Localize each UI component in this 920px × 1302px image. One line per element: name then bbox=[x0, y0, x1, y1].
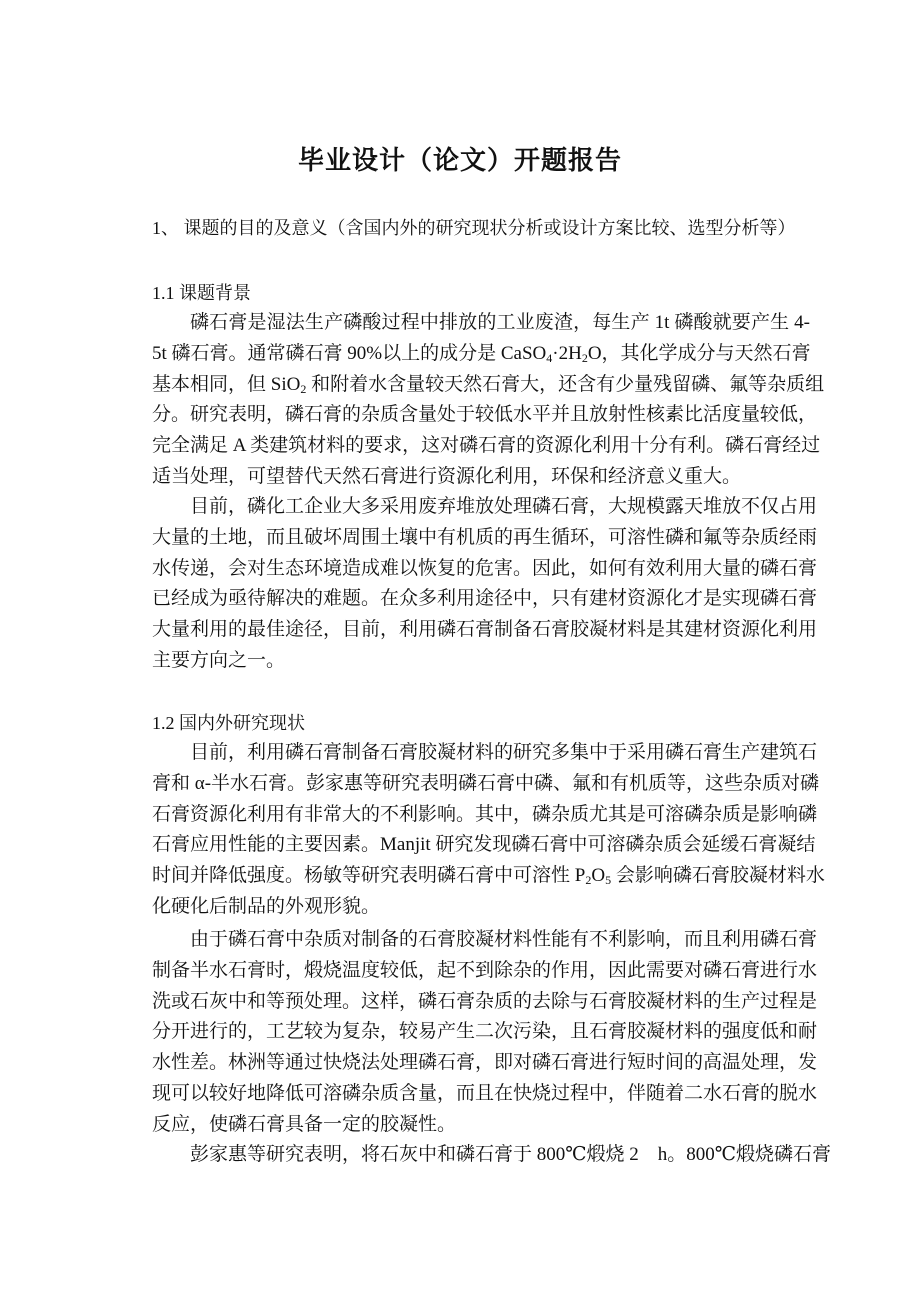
text-line bbox=[152, 830, 816, 861]
subscript: 4 bbox=[546, 350, 553, 365]
text-run: 洗或石灰中和等预处理。这样，磷石膏杂质的去除与石膏胶凝材料的生产过程是 bbox=[152, 990, 818, 1012]
text-line bbox=[152, 431, 821, 462]
text-run: 分开进行的，工艺较为复杂，较易产生二次污染，且石膏胶凝材料的强度低和耐 bbox=[152, 1021, 818, 1043]
text-line bbox=[152, 1140, 832, 1171]
text-line bbox=[152, 492, 818, 523]
text-run: 完全满足 A 类建筑材料的要求，这对磷石膏的资源化利用十分有利。磷石膏经过 bbox=[152, 435, 821, 457]
text-line bbox=[152, 646, 810, 677]
text-run: O，其化学成分与天然石膏 bbox=[587, 342, 811, 364]
subscript: 2 bbox=[300, 381, 307, 396]
text-run: 制备半水石膏时，煅烧温度较低，起不到除杂的作用，因此需要对磷石膏进行水 bbox=[152, 959, 818, 981]
text-run: 分。研究表明，磷石膏的杂质含量处于较低水平并且放射性核素比活度量较低， bbox=[152, 404, 818, 426]
text-run: O bbox=[591, 865, 606, 887]
text-run: 由于磷石膏中杂质对制备的石膏胶凝材料性能有不利影响，而且利用磷石膏 bbox=[190, 929, 818, 950]
text-run: 水性差。林洲等通过快烧法处理磷石膏，即对磷石膏进行短时间的高温处理，发 bbox=[152, 1052, 818, 1074]
text-run: 时间并降低强度。杨敏等研究表明磷石膏中可溶性 P bbox=[152, 865, 586, 887]
text-run: 大量的土地，而且破坏周围土壤中有机质的再生循环，可溶性磷和氟等杂质经雨 bbox=[152, 526, 818, 548]
text-run: 水传递，会对生态环境造成难以恢复的危害。因此，如何有效利用大量的磷石膏 bbox=[152, 557, 818, 579]
section-heading-1: 1、 课题的目的及意义（含国内外的研究现状分析或设计方案比较、选型分析等） bbox=[152, 218, 796, 238]
text-run: 化硬化后制品的外观形貌。 bbox=[152, 895, 381, 917]
text-run: 基本相同，但 SiO bbox=[152, 373, 301, 395]
text-line bbox=[152, 400, 818, 431]
text-run: 石膏资源化利用有非常大的不利影响。其中，磷杂质尤其是可溶磷杂质是影响磷 bbox=[152, 803, 818, 825]
text-line bbox=[152, 615, 818, 646]
text-run: 目前，磷化工企业大多采用废弃堆放处理磷石膏，大规模露天堆放不仅占用 bbox=[190, 496, 818, 517]
text-run: 5t 磷石膏。通常磷石膏 90%以上的成分是 CaSO bbox=[152, 342, 547, 364]
subscript: 2 bbox=[581, 350, 588, 365]
text-line bbox=[152, 523, 818, 554]
subscript: 5 bbox=[605, 873, 612, 888]
subscript: 2 bbox=[585, 873, 592, 888]
text-line bbox=[152, 769, 820, 800]
text-line bbox=[152, 861, 825, 892]
text-line bbox=[152, 738, 818, 769]
text-line bbox=[152, 554, 818, 585]
text-run: 已经成为亟待解决的难题。在众多利用途径中，只有建材资源化才是实现磷石膏 bbox=[152, 588, 818, 610]
text-line bbox=[152, 956, 818, 987]
text-line bbox=[152, 987, 818, 1018]
paragraph bbox=[152, 925, 818, 1141]
text-line bbox=[152, 1079, 818, 1110]
text-run: 现可以较好地降低可溶磷杂质含量，而且在快烧过程中，伴随着二水石膏的脱水 bbox=[152, 1082, 818, 1104]
text-line bbox=[152, 1017, 818, 1048]
subsection-heading-1-1: 1.1 课题背景 bbox=[152, 283, 251, 303]
text-run: 彭家惠等研究表明，将石灰中和磷石膏于 800℃煅烧 2 h。800℃煅烧磷石膏 bbox=[190, 1144, 832, 1165]
text-line bbox=[152, 462, 810, 493]
text-line bbox=[152, 339, 810, 370]
text-line bbox=[152, 370, 825, 401]
text-run: 磷石膏是湿法生产磷酸过程中排放的工业废渣，每生产 1t 磷酸就要产生 4- bbox=[190, 312, 810, 333]
subsection-heading-1-2: 1.2 国内外研究现状 bbox=[152, 713, 305, 733]
paragraph bbox=[152, 308, 825, 493]
text-line bbox=[152, 1110, 810, 1141]
text-run: 石膏应用性能的主要因素。Manjit 研究发现磷石膏中可溶磷杂质会延缓石膏凝结 bbox=[152, 834, 816, 856]
text-line bbox=[152, 308, 810, 339]
text-line bbox=[152, 1048, 818, 1079]
text-run: 膏和 α-半水石膏。彭家惠等研究表明磷石膏中磷、氟和有机质等，这些杂质对磷 bbox=[152, 772, 820, 794]
text-line bbox=[152, 925, 818, 956]
text-run: 反应，使磷石膏具备一定的胶凝性。 bbox=[152, 1113, 457, 1135]
text-run: 会影响磷石膏胶凝材料水 bbox=[611, 865, 825, 887]
text-line bbox=[152, 800, 818, 831]
text-line bbox=[152, 584, 818, 615]
text-line bbox=[152, 892, 810, 923]
page-title: 毕业设计（论文）开题报告 bbox=[297, 146, 622, 175]
text-run: 适当处理，可望替代天然石膏进行资源化利用，环保和经济意义重大。 bbox=[152, 465, 742, 487]
text-run: 和附着水含量较天然石膏大，还含有少量残留磷、氟等杂质组 bbox=[306, 373, 825, 395]
text-run: 大量利用的最佳途径，目前，利用磷石膏制备石膏胶凝材料是其建材资源化利用 bbox=[152, 619, 818, 641]
paragraph bbox=[152, 492, 818, 677]
text-run: 目前，利用磷石膏制备石膏胶凝材料的研究多集中于采用磷石膏生产建筑石 bbox=[190, 742, 818, 763]
paragraph bbox=[152, 738, 825, 923]
text-run: 主要方向之一。 bbox=[152, 649, 286, 671]
text-run: ·2H bbox=[552, 342, 582, 364]
paragraph bbox=[152, 1140, 832, 1171]
